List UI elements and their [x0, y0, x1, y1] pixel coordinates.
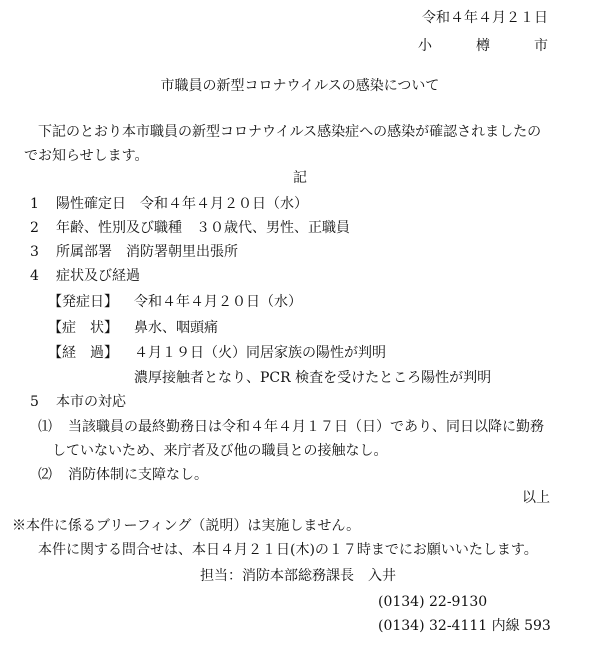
course-label: 【経 過】 — [48, 345, 118, 361]
symptom-label: 【症 状】 — [48, 320, 118, 336]
inquiry-note: 本件に関する問合せは、本日４月２１日(木)の１７時までにお願いいたします。 — [38, 542, 538, 558]
ki-heading: 記 — [293, 170, 307, 186]
response-number: ⑵ — [38, 467, 52, 483]
onset-label: 【発症日】 — [48, 294, 118, 310]
item-text: 本市の対応 — [56, 394, 126, 410]
onset-value: 令和４年４月２０日（水） — [134, 294, 302, 310]
response-number: ⑴ — [38, 419, 52, 435]
document-title: 市職員の新型コロナウイルスの感染について — [160, 78, 440, 94]
intro-line: でお知らせします。 — [24, 148, 149, 164]
issuer-char: 小 — [418, 38, 432, 54]
response-line: 当該職員の最終勤務日は令和４年４月１７日（日）であり、同日以降に勤務 — [68, 419, 544, 435]
response-line: 消防体制に支障なし。 — [68, 467, 208, 483]
course-line: ４月１９日（火）同居家族の陽性が判明 — [134, 345, 386, 361]
item-text: 陽性確定日 令和４年４月２０日（水） — [56, 196, 308, 212]
issuer-char: 樽 — [476, 38, 490, 54]
contact-phone: (0134) 22-9130 — [378, 594, 488, 610]
item-number: 2 — [30, 220, 39, 236]
briefing-note: ※本件に係るブリーフィング（説明）は実施しません。 — [12, 518, 361, 534]
issue-date: 令和４年４月２１日 — [422, 10, 548, 26]
item-text: 所属部署 消防署朝里出張所 — [56, 244, 238, 260]
issuer-name — [418, 36, 548, 56]
item-number: 4 — [30, 268, 39, 284]
response-line: していないため、来庁者及び他の職員との接触なし。 — [52, 443, 388, 459]
course-line: 濃厚接触者となり、PCR 検査を受けたところ陽性が判明 — [134, 370, 492, 386]
closing-ijo: 以上 — [522, 490, 550, 506]
item-text: 症状及び経過 — [56, 268, 140, 284]
symptom-value: 鼻水、咽頭痛 — [134, 320, 218, 336]
issuer-char: 市 — [534, 38, 548, 54]
item-number: 1 — [30, 196, 39, 212]
item-number: 3 — [30, 244, 39, 260]
contact-person: 担当：消防本部総務課長 入井 — [200, 568, 396, 584]
contact-phone: (0134) 32-4111 内線 593 — [378, 618, 551, 634]
intro-line: 下記のとおり本市職員の新型コロナウイルス感染症への感染が確認されましたの — [38, 124, 542, 140]
item-text: 年齢、性別及び職種 ３０歳代、男性、正職員 — [56, 220, 350, 236]
item-number: 5 — [30, 394, 39, 410]
